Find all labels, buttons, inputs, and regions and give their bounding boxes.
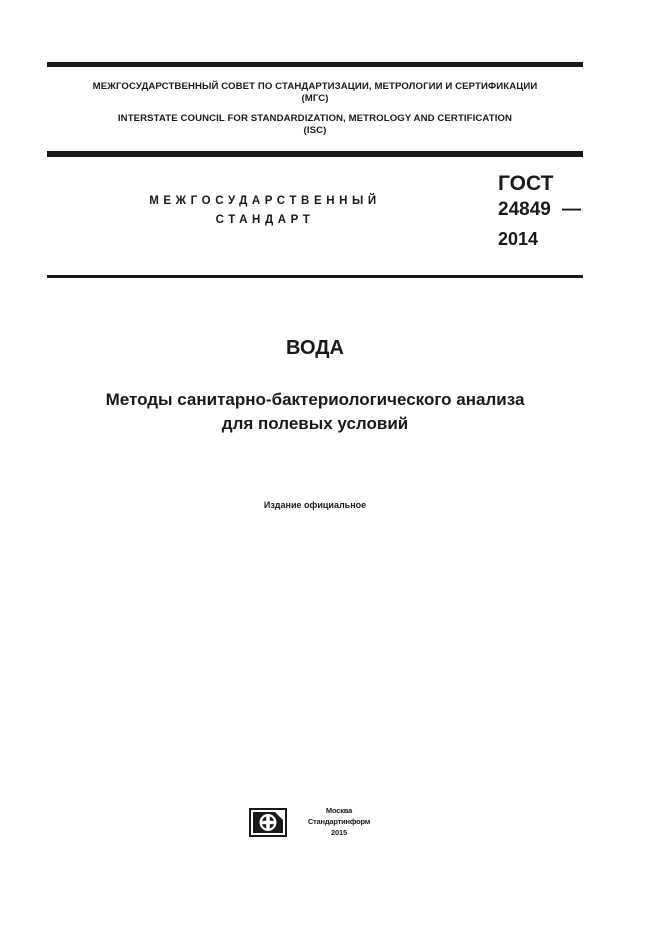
standartinform-logo-icon — [249, 808, 287, 837]
standard-number: 24849 — [498, 199, 551, 220]
council-name-ru — [47, 81, 583, 105]
publisher-city: Москва — [325, 806, 353, 815]
standard-type-line-1: МЕЖГОСУДАРСТВЕННЫЙ — [149, 195, 381, 207]
standard-number-dash: — — [562, 199, 581, 220]
standard-year: 2014 — [498, 229, 539, 249]
publisher-name: Стандартинформ — [307, 817, 371, 826]
top-rule — [47, 62, 583, 67]
council-name-en-line: INTERSTATE COUNCIL FOR STANDARDIZATION, METROLOGY AND CERTIFICATION — [117, 113, 513, 124]
standard-designation: ГОСТ — [498, 172, 554, 195]
document-subtitle-line-2: для полевых условий — [221, 414, 409, 433]
document-subtitle-line-1: Методы санитарно-бактериологического анализа — [105, 390, 525, 409]
council-abbr-en: (ISC) — [303, 125, 327, 136]
council-name-en — [47, 113, 583, 137]
council-abbr-ru: (МГС) — [301, 93, 329, 104]
publication-year: 2015 — [331, 828, 347, 837]
standard-type-line-2: СТАНДАРТ — [215, 214, 315, 226]
middle-rule — [47, 151, 583, 157]
document-title: ВОДА — [286, 337, 344, 359]
bottom-rule — [47, 275, 583, 278]
council-name-ru-line: МЕЖГОСУДАРСТВЕННЫЙ СОВЕТ ПО СТАНДАРТИЗАЦИИ, МЕТРОЛОГИИ И СЕРТИФИКАЦИИ — [92, 81, 538, 92]
edition-note: Издание официальное — [263, 500, 367, 510]
